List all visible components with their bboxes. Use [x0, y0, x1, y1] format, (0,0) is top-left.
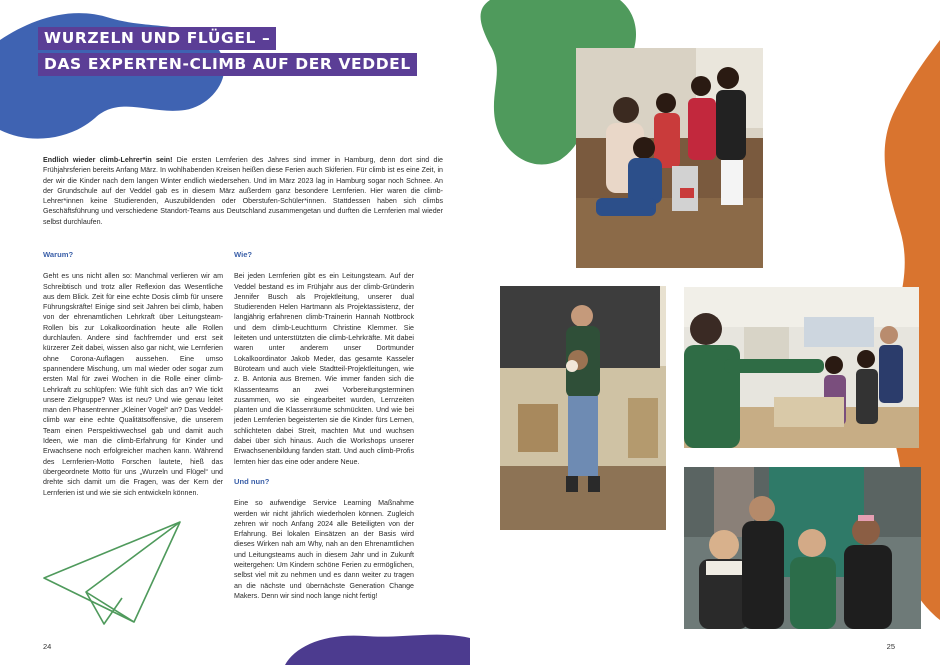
intro-paragraph — [43, 155, 443, 227]
title-line-1: WURZELN UND FLÜGEL – — [38, 27, 276, 50]
text-wie: Bei jeden Lernferien gibt es ein Leitungsteam. Auf der Veddel bestand es im Frühjahr aus der climb-Gründerin Jennifer Busch als Projektleitung, unserer dual Studierenden Helen Hartmann als Projektassistenz, der langjährig erfahrenen climb-Trainerin Hannah Nottbrock und dem climb-Leuchtturm Christine Klemmer. Sie leiteten und unterstützten die climb-Lehrkräfte. Mit dabei waren unter anderem unser Dortmunder Lokalkoordinator Jakob Meder, das gesamte Kasseler Büroteam und auch viele Stadtteil-Projektleitungen, wie z. B. Antonia aus Bremen. Wie immer fanden sich die Klassenteams an zwei Vorbereitungsterminen zusammen, wo sie eingearbeitet wurden, Lernzeiten planten und die Klassenräume schmückten. Und wie bei jeden Lernferien begeisterten sie die Kinder fürs Lernen, schlichteten dabei Streit, machten Mut und wuchsen dabei über sich hinaus. Auch die Workshops unserer Erwachsenenbildung fanden statt. Und auch climb-Profis lernten hier das eine oder andere Neue. — [234, 272, 414, 466]
children-classroom-photo — [576, 48, 763, 268]
heading-wie: Wie? — [234, 250, 253, 259]
intro-lead: Endlich wieder climb-Lehrer*in sein! — [43, 156, 173, 164]
purple-blob-shape — [285, 628, 470, 665]
paper-plane-icon — [42, 518, 184, 628]
right-page — [470, 0, 940, 665]
title-line-2: DAS EXPERTEN-CLIMB AUF DER VEDDEL — [38, 53, 417, 76]
intro-body: Die ersten Lernferien des Jahres sind immer in Hamburg, denn dort sind die Frühjahrsferien bereits Anfang März. In wohlhabenden Kreisen heißen diese Ferien auch Skiferien. Für climb ist es eine Zeit, in der wir die Kinder nach dem langen Winter endlich wiedersehen. Und im März 2023 lag in Hamburg sogar noch Schnee. An der Grundschule auf der Veddel gab es in diesem März außerdem ganz besondere Lernferien. Hier waren die climb-Lehrer*innen keine Studierenden, Auszubildenden oder Oberstufen-Schüler*innen. Stattdessen haben sich climbs Geschäftsführung und verschiedene Standort-Teams aus Deutschland zusammengetan und durften die Lernferien mal wieder selbst durchlaufen. — [43, 156, 443, 226]
heading-warum: Warum? — [43, 250, 74, 259]
article-title — [38, 27, 417, 79]
classroom-activity-photo — [684, 287, 919, 448]
column-why — [43, 250, 223, 508]
man-with-plush-toy-photo — [500, 286, 666, 530]
page-number-left: 24 — [43, 642, 52, 651]
heading-und-nun: Und nun? — [234, 476, 270, 486]
team-group-photo — [684, 467, 921, 629]
text-und-nun: Eine so aufwendige Service Learning Maßnahme werden wir nicht jährlich wiederholen können. Zugleich zehren wir noch Anfang 2024 alle Beteiligten von der Erfahrung. Bei lokalen Einsätzen an der Basis wird dieses Wirken nah am Why, nah an den Ehrenamtlichen und Leitungsteams auch in diesem Jahr und in Zukunft weitergehen: Um Kindern schöne Ferien zu ermöglichen, selbst viel mit zu nehmen und es dann weiter zu tragen an die nächste und übernächste Generation Change Makers. Denn wir sind noch lange nicht fertig! — [234, 499, 414, 600]
column-how — [234, 250, 414, 611]
text-warum: Geht es uns nicht allen so: Manchmal verlieren wir am Schreibtisch und trotz aller Reflexion das Wesentliche aus dem Blick. Zeit für eine echte Dosis climb für unsere Führungskräfte! Einige sind seit Jahren bei climb, haben von der ehrenamtlichen Lehrkraft über Leitungsteam-Rollen bis zur Lokalkoordination heute alle Rollen durchlaufen. Andere sind fachfremder und erst seit kürzerer Zeit dabei, wissen also gar nicht, wie Lernferien ohne Corona-Auflagen aussehen. Eine umso spannendere Mischung, um mal wieder oder sogar zum ersten Mal für zwei Wochen in die Rolle einer climb-Lehrkraft zu schlüpfen: Wie fühlt sich das an? Wie tickt unsere Zielgruppe? Was ist neu? Und wie genau leitet man den Phasentrenner „Kleiner Vogel“ an? Das Veddel-climb war eine echte Qualitätsoffensive, die unserem Team einen Perspektivwechsel gab und damit auch Ideen, wie man die climb-Erfahrung für Kinder und Erwachsene noch erfolgreicher machen kann. Während des Lernferien-Motto Forschen lautete, hieß das übergeordnete Motto für uns „Wurzeln und Flügel“ und drehte sich damit um die Fragen, was der Kern der Lernferien ist und wie sie sich entwickeln können. — [43, 272, 223, 497]
page-number-right: 25 — [886, 642, 895, 651]
